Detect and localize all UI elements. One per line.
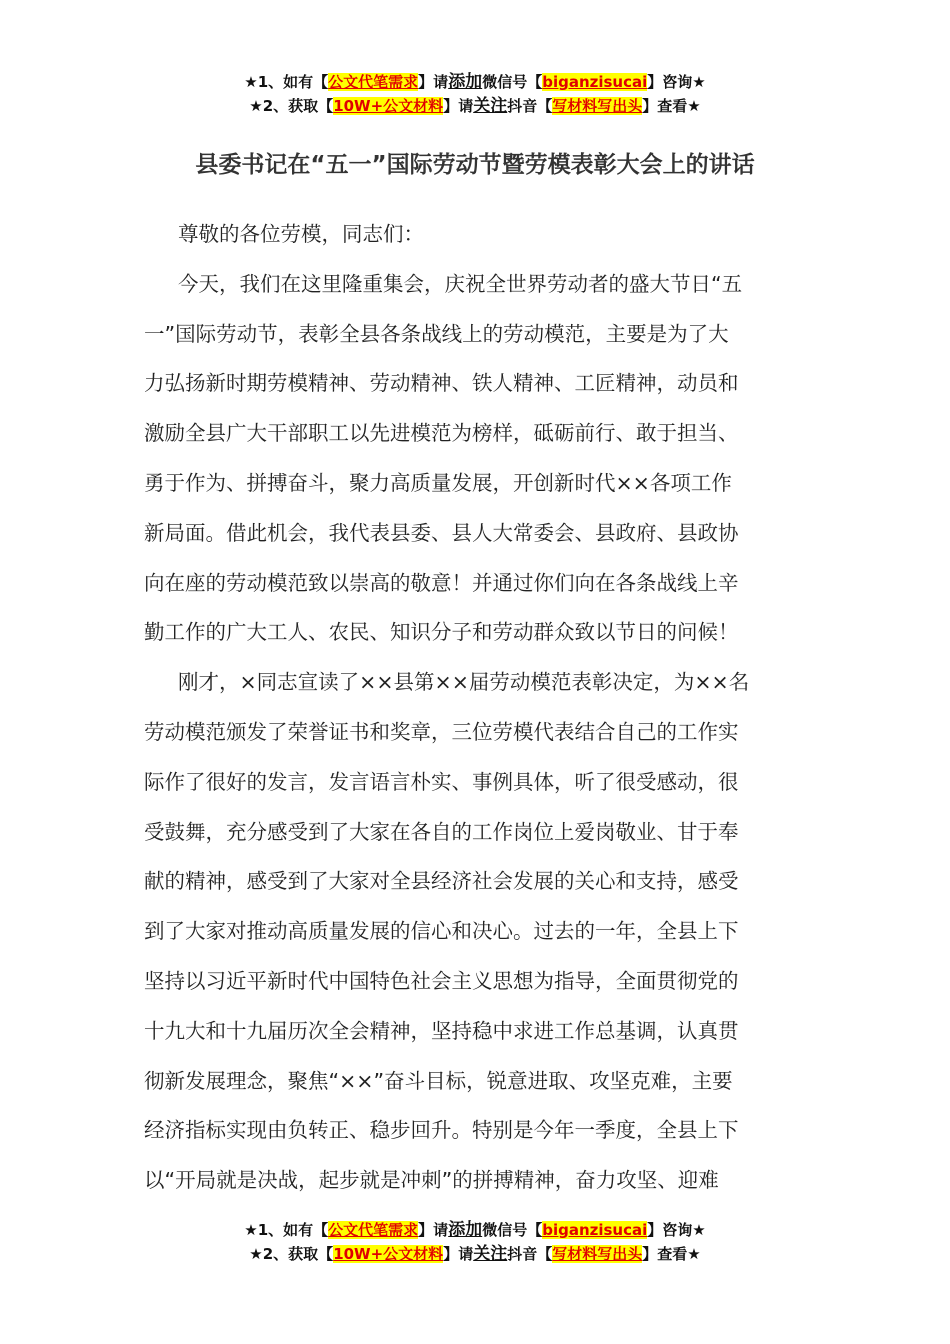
- text-line: 向在座的劳动模范致以崇高的敬意！并通过你们向在各条战线上辛: [144, 570, 739, 595]
- document-title: 县委书记在“五一”国际劳动节暨劳模表彰大会上的讲话: [195, 152, 755, 178]
- text-line: 勤工作的广大工人、农民、知识分子和劳动群众致以节日的问候！: [144, 620, 739, 645]
- text-line: 献的精神，感受到了大家对全县经济社会发展的关心和支持，感受: [144, 869, 739, 894]
- text-line: 今天，我们在这里隆重集会，庆祝全世界劳动者的盛大节日“五: [178, 271, 743, 296]
- bottom-banner: [0, 1218, 950, 1266]
- paragraph: [144, 260, 809, 658]
- text-line: 十九大和十九届历次全会精神，坚持稳中求进工作总基调，认真贯: [144, 1018, 739, 1043]
- paragraph: [144, 210, 809, 260]
- banner-line-2: ★2、获取【10W+公文材料】请关注抖音【写材料写出头】查看★: [249, 1244, 701, 1264]
- text-line: 际作了很好的发言，发言语言朴实、事例具体，听了很受感动，很: [144, 769, 739, 794]
- text-line: 尊敬的各位劳模，同志们：: [178, 222, 424, 246]
- text-line: 新局面。借此机会，我代表县委、县人大常委会、县政府、县政协: [144, 520, 739, 545]
- text-line: 力弘扬新时期劳模精神、劳动精神、铁人精神、工匠精神，动员和: [144, 371, 739, 396]
- text-line: 激励全县广大干部职工以先进模范为榜样，砥砺前行、敢于担当、: [144, 421, 739, 446]
- text-line: 经济指标实现由负转正、稳步回升。特别是今年一季度，全县上下: [144, 1118, 739, 1143]
- top-banner: [0, 70, 950, 118]
- text-line: 刚才，×同志宣读了××县第××届劳动模范表彰决定，为××名: [178, 670, 750, 695]
- text-line: 受鼓舞，充分感受到了大家在各自的工作岗位上爱岗敬业、甘于奉: [144, 819, 739, 844]
- banner-line-2: ★2、获取【10W+公文材料】请关注抖音【写材料写出头】查看★: [249, 96, 701, 116]
- text-line: 彻新发展理念，聚焦“××”奋斗目标，锐意进取、攻坚克难，主要: [144, 1068, 733, 1093]
- banner-line-1: ★1、如有【公文代笔需求】请添加微信号【biganzisucai】咨询★: [244, 72, 706, 92]
- text-line: 坚持以习近平新时代中国特色社会主义思想为指导，全面贯彻党的: [144, 968, 739, 993]
- text-line: 到了大家对推动高质量发展的信心和决心。过去的一年，全县上下: [144, 919, 739, 944]
- text-line: 一”国际劳动节，表彰全县各条战线上的劳动模范，主要是为了大: [144, 321, 729, 346]
- wechat-id: biganzisucai: [542, 1221, 648, 1239]
- text-line: 以“开局就是决战，起步就是冲刺”的拼搏精神，奋力攻坚、迎难: [144, 1168, 719, 1193]
- document-body: [144, 210, 809, 1206]
- banner-line-1: ★1、如有【公文代笔需求】请添加微信号【biganzisucai】咨询★: [244, 1220, 706, 1240]
- wechat-id: biganzisucai: [542, 73, 648, 91]
- text-line: 劳动模范颁发了荣誉证书和奖章，三位劳模代表结合自己的工作实: [144, 719, 739, 744]
- paragraph: [144, 658, 809, 1206]
- text-line: 勇于作为、拼搏奋斗，聚力高质量发展，开创新时代××各项工作: [144, 470, 732, 495]
